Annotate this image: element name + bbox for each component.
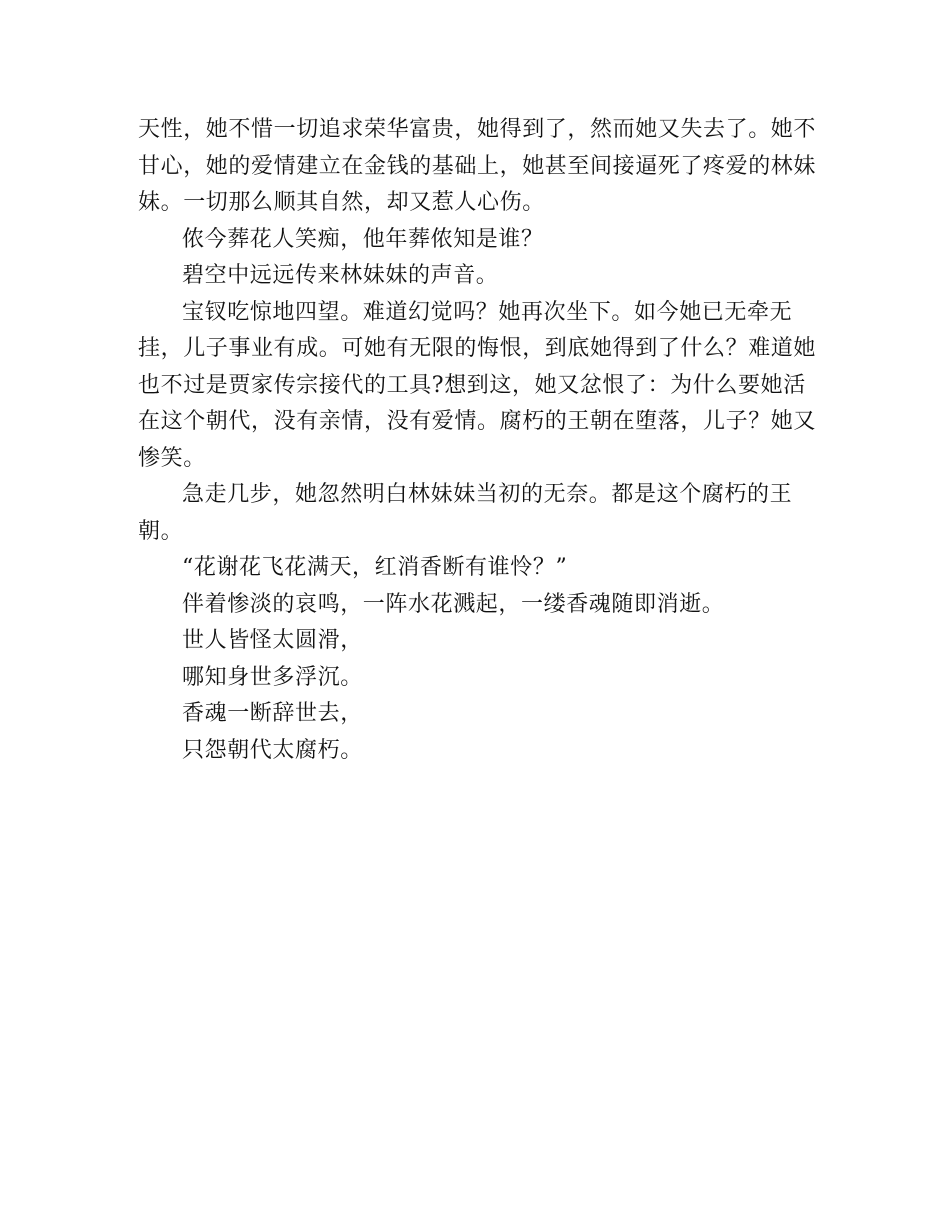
poem-line-4: 只怨朝代太腐朽。 xyxy=(182,737,363,763)
paragraph-5: 急走几步，她忽然明白林妹妹当初的无奈。都是这个腐朽的王朝。 xyxy=(138,482,793,544)
paragraph-6: “花谢花飞花满天，红消香断有谁怜？” xyxy=(182,555,568,580)
paragraph-2: 侬今葬花人笑痴，他年葬侬知是谁？ xyxy=(182,226,544,252)
poem-line-1: 世人皆怪太圆滑， xyxy=(182,628,363,653)
poem-line-3: 香魂一断辞世去， xyxy=(182,701,363,726)
paragraph-3: 碧空中远远传来林妹妹的声音。 xyxy=(182,263,499,288)
paragraph-4: 宝钗吃惊地四望。难道幻觉吗？她再次坐下。如今她已无牵无挂，儿子事业有成。可她有无限的悔恨，到底她得到了什么？难道她也不过是贾家传宗接代的工具?想到这，她又忿恨了：为什么要她活在这个朝代，没有亲情，没有爱情。腐朽的王朝在堕落，儿子？她又惨笑。 xyxy=(138,299,817,471)
paragraph-7: 伴着惨淡的哀鸣，一阵水花溅起，一缕香魂随即消逝。 xyxy=(182,591,725,617)
poem-line-2: 哪知身世多浮沉。 xyxy=(182,664,363,690)
paragraph-1: 天性，她不惜一切追求荣华富贵，她得到了，然而她又失去了。她不甘心，她的爱情建立在金钱的基础上，她甚至间接逼死了疼爱的林妹妹。一切那么顺其自然，却又惹人心伤。 xyxy=(138,117,817,215)
document-body xyxy=(138,112,818,769)
